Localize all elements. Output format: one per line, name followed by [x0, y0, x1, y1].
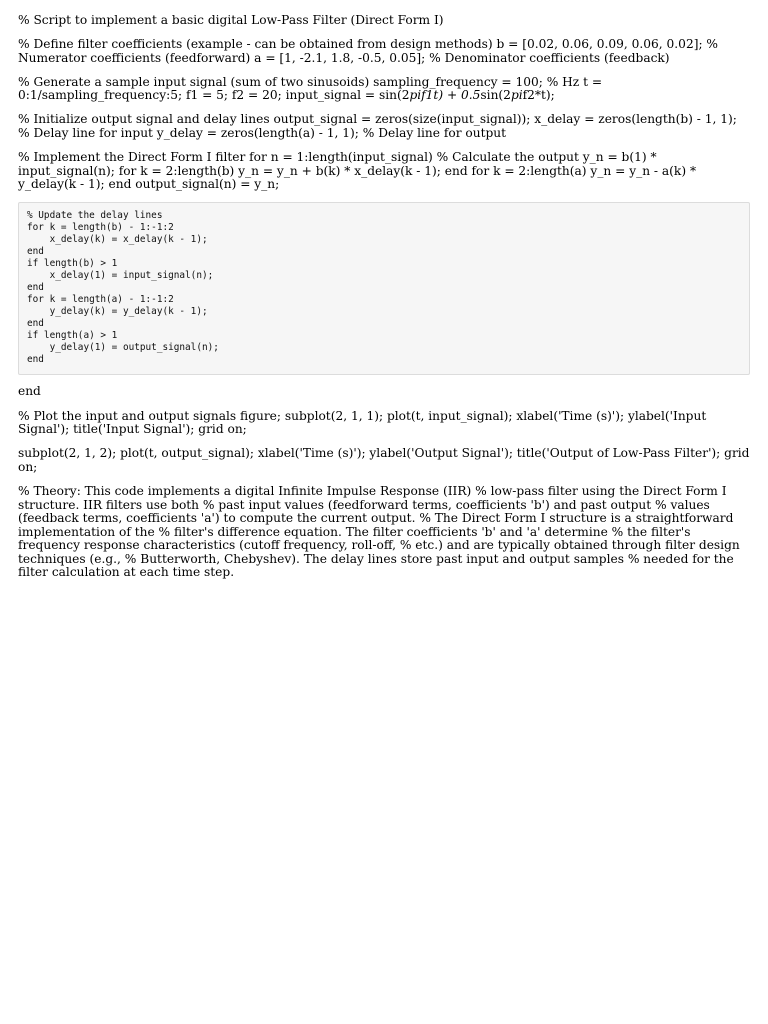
input-signal-text-part-1: % Generate a sample input signal (sum of two sinusoids) sampling_frequency = 100; % Hz t = 0:1/sampling_frequency:5; f1 = 5; f2 = 20; input_signal = sin(2	[18, 74, 603, 103]
input-signal-text-part-2: sin(2	[480, 88, 511, 103]
code-block-text: % Update the delay lines for k = length(b) - 1:-1:2 x_delay(k) = x_delay(k - 1); end if length(b) > 1 x_delay(1) = input_signal(n); end for k = length(a) - 1:-1:2 y_delay(k) = y_delay(k - 1); end if length(a) > 1 y_delay(1) = output_signal(n); end	[27, 210, 219, 366]
script-title-comment: % Script to implement a basic digital Low-Pass Filter (Direct Form I)	[18, 13, 444, 27]
code-block	[18, 202, 750, 375]
filter-coefficients-paragraph: % Define filter coefficients (example - can be obtained from design methods) b = [0.02, 0.06, 0.09, 0.06, 0.02]; % Numerator coefficients (feedforward) a = [1, -2.1, 1.8, -0.5, 0.05]; % Denominator coefficients (feedback)	[18, 37, 719, 65]
plot-input-paragraph: % Plot the input and output signals figure; subplot(2, 1, 1); plot(t, input_signal); xlabel('Time (s)'); ylabel('Input Signal'); title('Input Signal'); grid on;	[18, 408, 707, 437]
input-signal-italic-part-1: pif1t) + 0.5	[409, 88, 481, 103]
initialize-delay-lines-paragraph: % Initialize output signal and delay lines output_signal = zeros(size(input_signal)); x_delay = zeros(length(b) - 1, 1); % Delay line for input y_delay = zeros(length(a) - 1, 1); % Delay line for output	[18, 112, 737, 141]
input-signal-paragraph	[18, 76, 750, 103]
direct-form-loop-paragraph: % Implement the Direct Form I filter for n = 1:length(input_signal) % Calculate the output y_n = b(1) * input_signal(n); for k = 2:length(b) y_n = y_n + b(k) * x_delay(k - 1); end for k = 2:length(a) y_n = y_n - a(k) * y_delay(k - 1); end output_signal(n) = y_n;	[18, 150, 697, 192]
input-signal-text-part-3: f2*t);	[522, 88, 555, 103]
theory-paragraph: % Theory: This code implements a digital Infinite Impulse Response (IIR) % low-pass filter using the Direct Form I structure. IIR filters use both % past input values (feedforward terms, coefficients 'b') and past output % values (feedback terms, coefficients 'a') to compute the current output. % The Direct Form I structure is a straightforward implementation of the % filter's difference equation. The filter coefficients 'b' and 'a' determine % the filter's frequency response characteristics (cutoff frequency, roll-off, % etc.) and are typically obtained through filter design techniques (e.g., % Butterworth, Chebyshev). The delay lines store past input and output samples % needed for the filter calculation at each time step.	[18, 483, 740, 580]
end-statement: end	[18, 384, 41, 399]
input-signal-italic-part-2: pi	[510, 88, 523, 103]
document-page	[18, 14, 750, 591]
plot-output-paragraph: subplot(2, 1, 2); plot(t, output_signal); xlabel('Time (s)'); ylabel('Output Signal'); title('Output of Low-Pass Filter'); grid on;	[18, 446, 750, 474]
